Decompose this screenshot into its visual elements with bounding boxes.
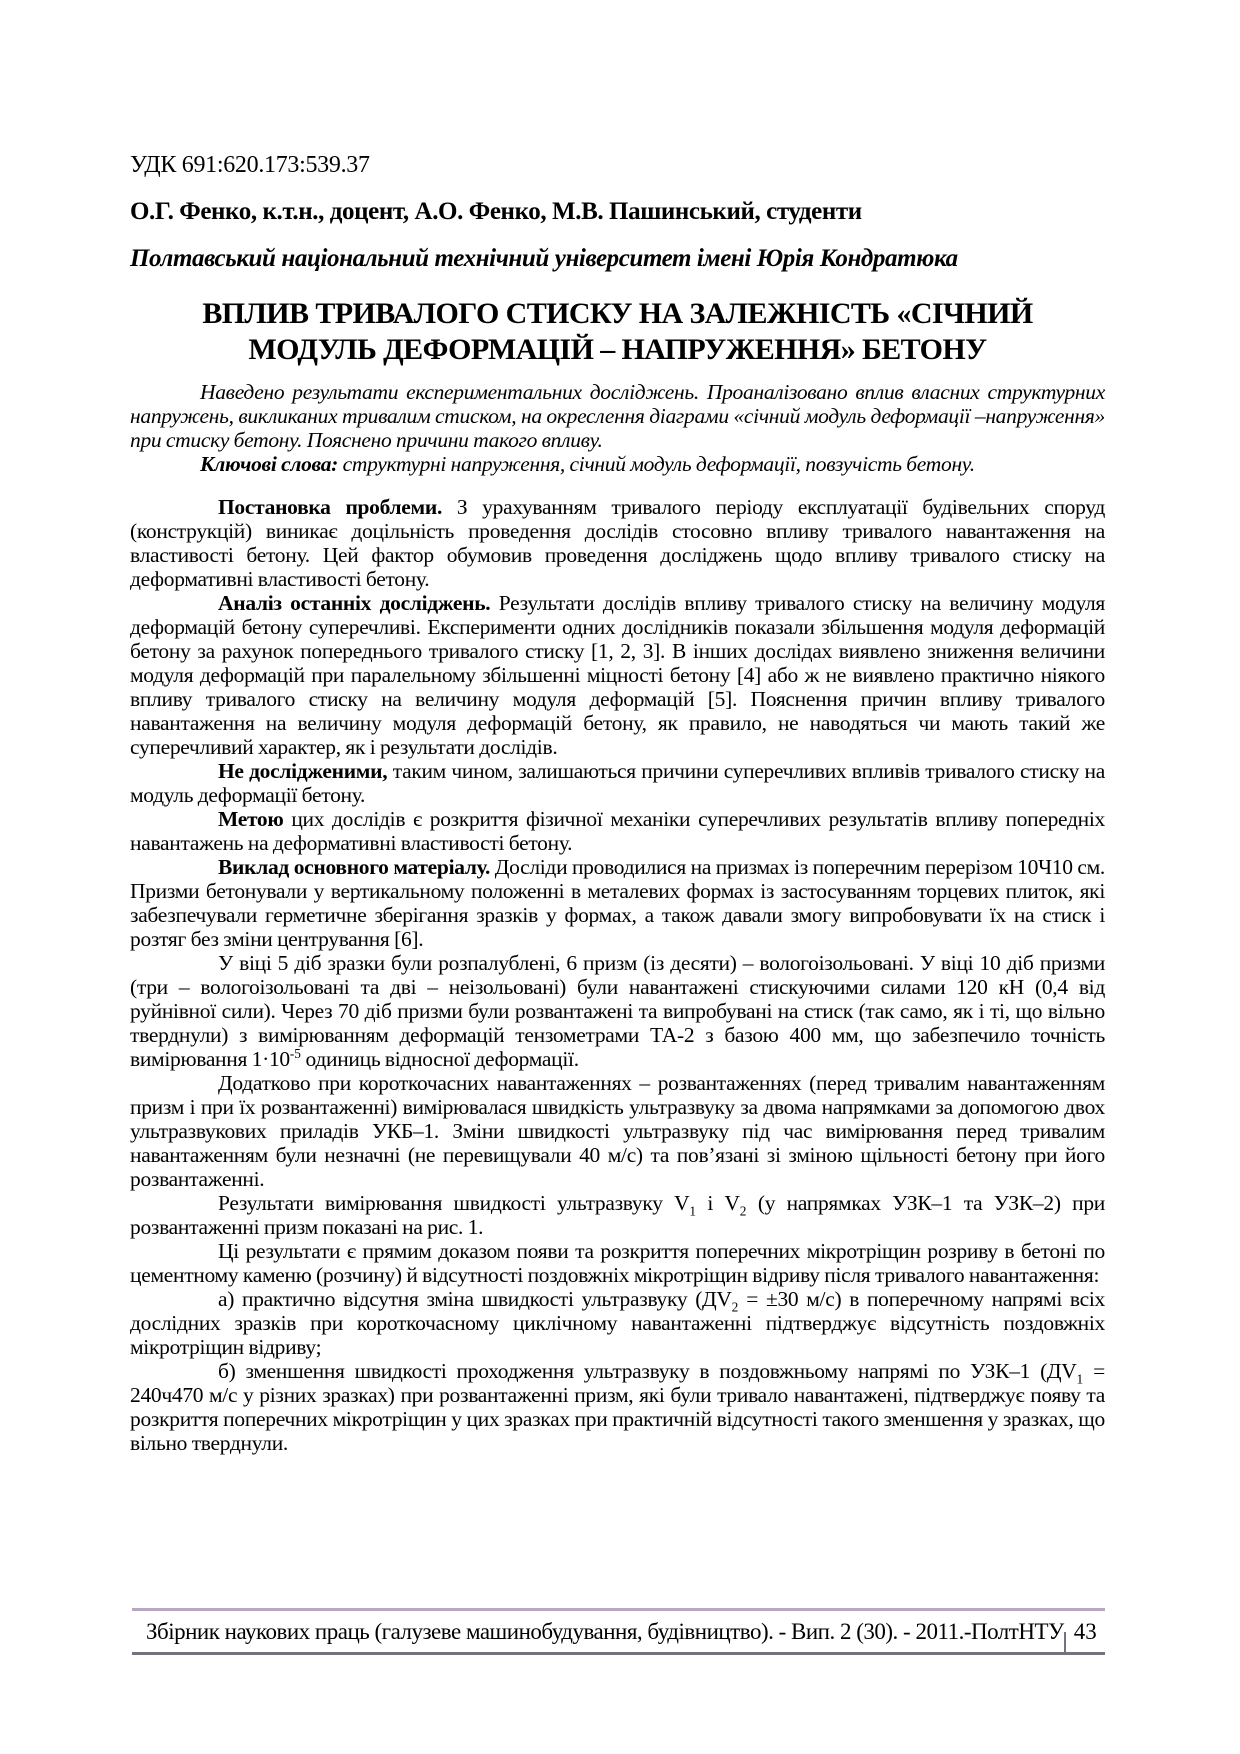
page-footer bbox=[132, 1608, 1105, 1655]
article-title-line-2: МОДУЛЬ ДЕФОРМАЦІЙ – НАПРУЖЕННЯ» БЕТОНУ bbox=[248, 333, 987, 366]
page-content bbox=[130, 152, 1105, 1455]
item-b-paragraph: б) зменшення швидкості проходження ультразвуку в поздовжньому напрямі по УЗК–1 ($ДV_1 = 240ч470$ м/с у різних зразках) при розвантаженні призм, які були тривало навантажені, підтверджує появу та розкриття поперечних мікротріщин у цих зразках при практичній відсутності такого зменшення у зразках, що вільно тверднули. bbox=[130, 1359, 1106, 1455]
article-title-line-1: ВПЛИВ ТРИВАЛОГО СТИСКУ НА ЗАЛЕЖНІСТЬ «СІЧНИЙ bbox=[202, 297, 1033, 330]
keywords-paragraph: Ключові слова: структурні напруження, січний модуль деформації, повзучість бетону. bbox=[200, 452, 975, 476]
authors-line: О.Г. Фенко, к.т.н., доцент, А.О. Фенко, М.В. Пашинський, студенти bbox=[130, 198, 862, 225]
footer-source: Збірник наукових праць (галузеве машинобудування, будівництво). - Вип. 2 (30). - 2011.-ПолтНТУ bbox=[146, 1618, 1064, 1644]
udc-line: УДК 691:620.173:539.37 bbox=[130, 152, 370, 178]
results-figure-paragraph: Результати вимірювання швидкості ультразвуку $V_1$ і $V_2$ (у напрямках УЗК–1 та УЗК–2) при розвантаженні призм показані на рис. 1. bbox=[130, 1191, 1105, 1239]
recent-research-paragraph: Аналіз останніх досліджень. Результати дослідів впливу тривалого стиску на величину модуля деформацій бетону суперечливі. Експерименти одних дослідників показали збільшення модуля деформацій бетону за рахунок попереднього тривалого стиску [1, 2, 3]. В інших дослідах виявлено зниження величини модуля деформацій при паралельному збільшенні міцності бетону [4] або ж не виявлено практично ніякого впливу тривалого стиску на величину модуля деформацій [5]. Пояснення причин впливу тривалого навантаження на величину модуля деформацій бетону, як правило, не наводяться чи мають такий же суперечливий характер, як і результати дослідів. bbox=[130, 591, 1106, 759]
microcracks-evidence-paragraph: Ці результати є прямим доказом появи та розкриття поперечних мікротріщин розриву в бетоні по цементному каменю (розчину) й відсутності поздовжніх мікротріщин відриву після тривалого навантаження: bbox=[130, 1239, 1105, 1287]
problem-statement-paragraph: Постановка проблеми. З урахуванням тривалого періоду експлуатації будівельних споруд (конструкцій) виникає доцільність проведення дослідів стосовно впливу тривалого навантаження на властивості бетону. Цей фактор обумовив проведення досліджень щодо впливу тривалого стиску на деформативні властивості бетону. bbox=[130, 495, 1105, 591]
unexplored-paragraph: Не дослідженими, таким чином, залишаються причини суперечливих впливів тривалого стиску на модуль деформації бетону. bbox=[130, 759, 1105, 807]
goal-paragraph: Метою цих дослідів є розкриття фізичної механіки суперечливих результатів впливу попередніх навантажень на деформативні властивості бетону. bbox=[130, 807, 1105, 855]
abstract-paragraph: Наведено результати експериментальних досліджень. Проаналізовано вплив власних структурних напружень, викликаних тривалим стиском, на окреслення діаграми «січний модуль деформації –напруження» при стиску бетону. Пояснено причини такого впливу. bbox=[130, 380, 1105, 452]
item-a-paragraph: а) практично відсутня зміна швидкості ультразвуку ($ДV_2 = \pm 30$ м/с) в поперечному напрямі всіх дослідних зразків при короткочасному циклічному навантаженні підтверджує відсутність поздовжніх мікротріщин відриву; bbox=[130, 1287, 1105, 1359]
main-material-paragraph: Виклад основного матеріалу. Досліди проводилися на призмах із поперечним перерізом 10Ч10 см. Призми бетонували у вертикальному положенні в металевих формах із застосуванням торцевих плиток, які забезпечували герметичне зберігання зразків у формах, а також давали змогу випробовувати їх на стиск і розтяг без зміни центрування [6]. bbox=[130, 855, 1105, 951]
paragraph-container bbox=[130, 380, 1105, 1455]
article-title bbox=[130, 296, 1105, 368]
age-loading-paragraph: У віці 5 діб зразки були розпалублені, 6 призм (із десяти) – вологоізольовані. У віці 10 діб призми (три – вологоізольовані та дві – неізольовані) були навантажені стискуючими силами 120 кН (0,4 від руйнівної сили). Через 70 діб призми були розвантажені та випробувані на стиск (так само, як і ті, що вільно тверднули) з вимірюванням деформацій тензометрами ТА-2 з базою 400 мм, що забезпечило точність вимірювання $1\cdot 10^{-5}$ одиниць відносної деформації. bbox=[130, 951, 1105, 1071]
ultrasound-measurement-paragraph: Додатково при короткочасних навантаженнях – розвантаженнях (перед тривалим навантаженням призм і при їх розвантаженні) вимірювалася швидкість ультразвуку за двома напрямками за допомогою двох ультразвукових приладів УКБ–1. Зміни швидкості ультразвуку під час вимірювання перед тривалим навантаженням були незначні (не перевищували 40 м/с) та пов’язані зі зміною щільності бетону при його розвантаженні. bbox=[130, 1071, 1105, 1191]
page-number: 43 bbox=[1073, 1618, 1097, 1644]
affiliation-line: Полтавський національний технічний університет імені Юрія Кондратюка bbox=[130, 245, 958, 272]
